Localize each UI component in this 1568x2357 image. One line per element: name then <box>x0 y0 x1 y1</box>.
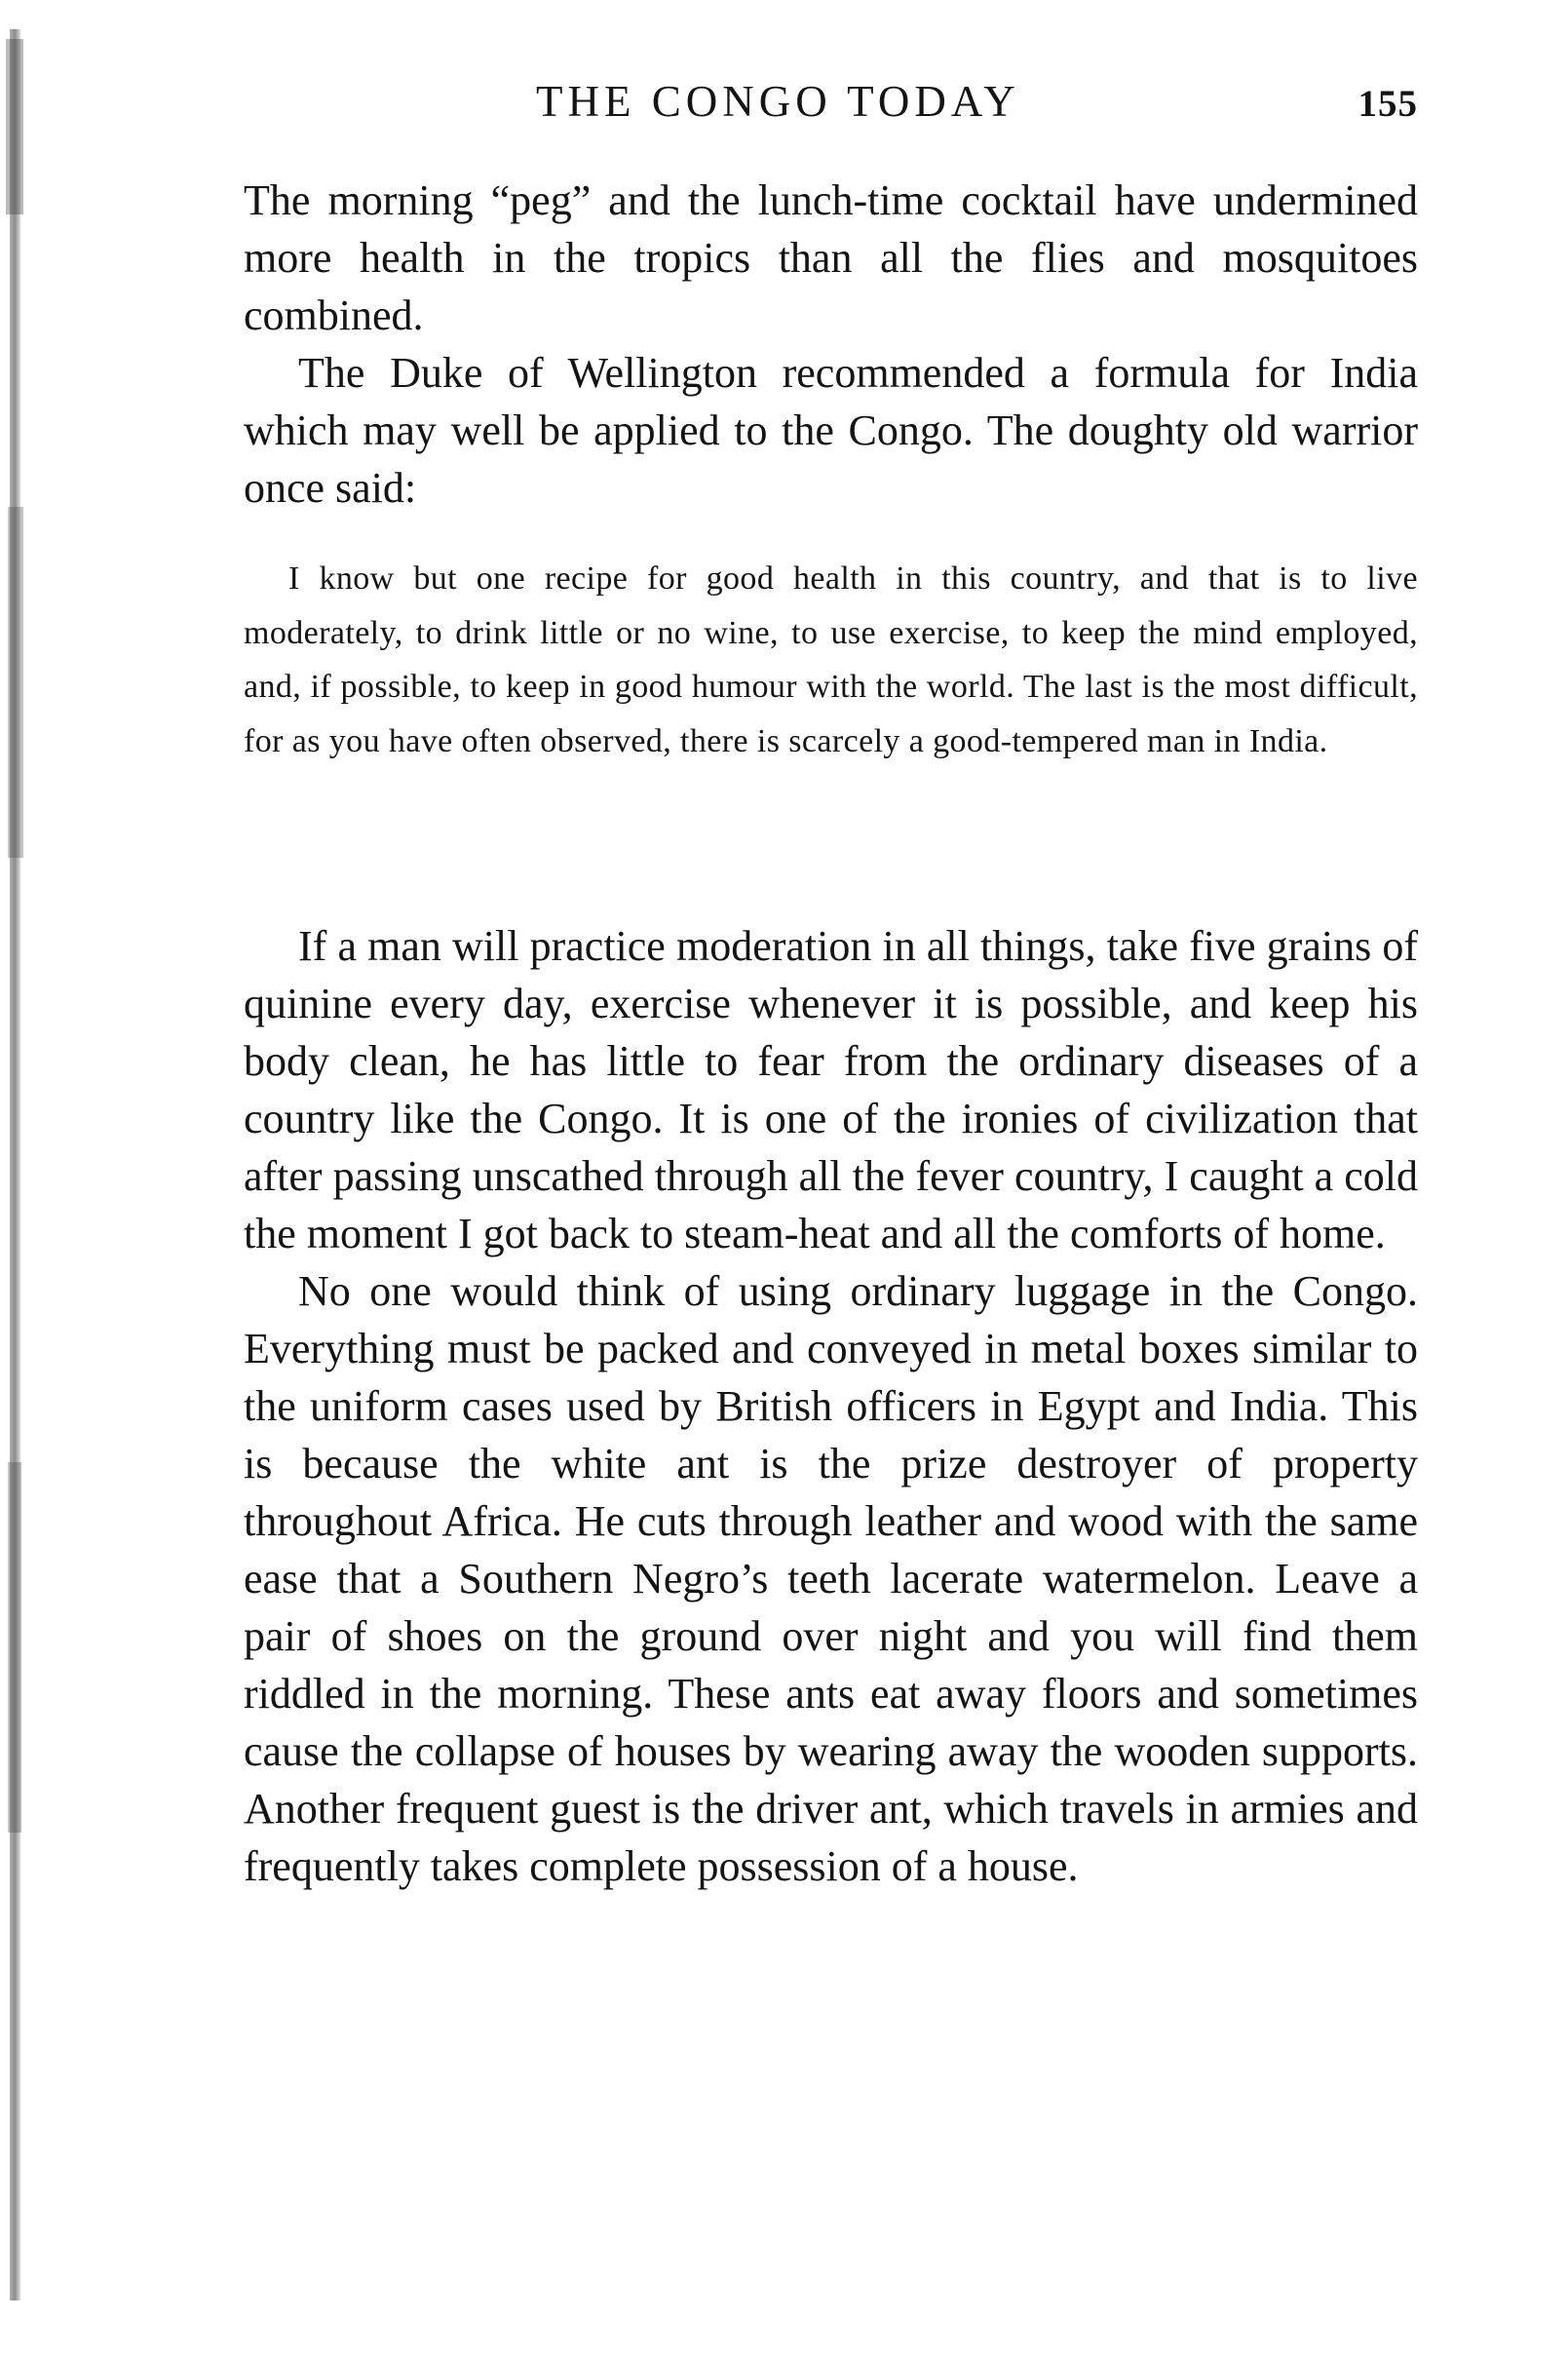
text-block-bottom <box>244 917 1418 1895</box>
page-number: 155 <box>1358 83 1418 125</box>
scan-speck <box>6 39 23 214</box>
paragraph: No one would think of using ordinary luggage in the Congo. Everything must be packed and conveyed in metal boxes similar to the uniform cases used by British officers in Egypt and India. This is because the white ant is the prize destroyer of property throughout Africa. He cuts through leather and wood with the same ease that a Southern Negro’s teeth lacerate watermelon. Leave a pair of shoes on the ground over night and you will find them riddled in the morning. These ants eat away floors and sometimes cause the collapse of houses by wearing away the wooden supports. Another frequent guest is the driver ant, which travels in armies and frequently takes complete possession of a house. <box>244 1267 1418 1890</box>
scan-gutter-shadow <box>10 29 21 2300</box>
scan-speck <box>8 507 23 858</box>
text-block-top <box>244 172 1418 517</box>
running-head <box>244 76 1418 135</box>
block-quotation: I know but one recipe for good health in this country, and that is to live moderately, to drink little or no wine, to use exercise, to keep the mind employed, and, if possible, to keep in good humour with the world. The last is the most difficult, for as you have often observed, there is scarcely a good-tempered man in India. <box>244 560 1418 759</box>
paragraph: The morning “peg” and the lunch-time cocktail have undermined more health in the tropics than all the flies and mosquitoes combined. <box>244 176 1418 339</box>
scan-speck <box>8 1462 21 1833</box>
paragraph: The Duke of Wellington recommended a formula for India which may well be applied to the Congo. The doughty old warrior once said: <box>244 349 1418 512</box>
running-title: THE CONGO TODAY <box>536 77 1020 126</box>
paragraph: If a man will practice moderation in all things, take five grains of quinine every day, exercise whenever it is possible, and keep his body clean, he has little to fear from the ordinary diseases of a country like the Congo. It is one of the ironies of civilization that after passing unscathed through all the fever country, I caught a cold the moment I got back to steam-heat and all the comforts of home. <box>244 922 1418 1257</box>
